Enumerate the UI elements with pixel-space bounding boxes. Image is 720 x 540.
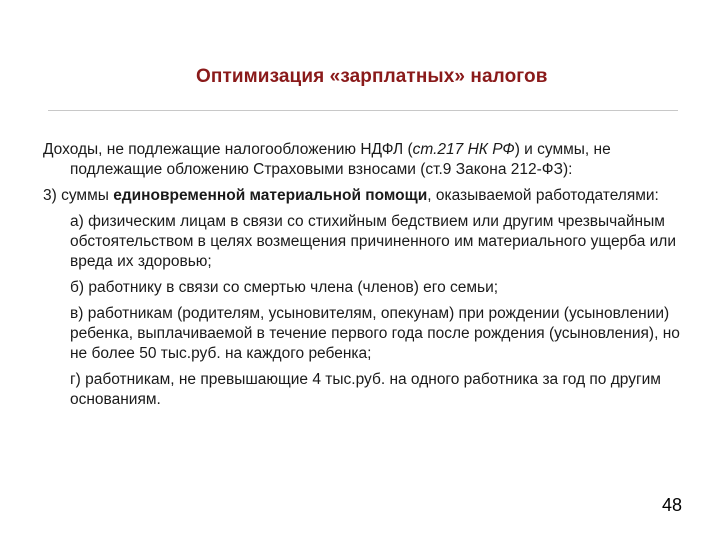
subitem-c: в) работникам (родителям, усыновителям, опекунам) при рождении (усыновлении) ребенка, выплачиваемой в течение первого года после рождения (усыновления), но не более 50 тыс.руб. на каждого ребенка; (70, 305, 680, 362)
point-3-suffix: , оказываемой работодателями: (427, 187, 659, 204)
slide-title: Оптимизация «зарплатных» налогов (196, 66, 548, 87)
subitem-a: а) физическим лицам в связи со стихийным бедствием или другим чрезвычайным обстоятельством в целях возмещения причиненного им материального ущерба или вреда их здоровью; (70, 213, 676, 270)
page-number: 48 (661, 495, 682, 515)
point-3-prefix: 3) суммы (43, 187, 114, 204)
subitem-b: б) работнику в связи со смертью члена (членов) его семьи; (70, 279, 499, 296)
subitem-d: г) работникам, не превышающие 4 тыс.руб. на одного работника за год по другим основаниям. (70, 371, 661, 408)
intro-text-part1: Доходы, не подлежащие налогообложению НДФЛ ( (43, 141, 413, 158)
intro-paragraph (43, 140, 693, 180)
intro-law-reference: ст.217 НК РФ (412, 141, 515, 158)
slide-body (43, 140, 693, 416)
point-3-emphasis: единовременной материальной помощи (113, 187, 428, 204)
point-3-paragraph (43, 186, 693, 206)
intro-text-part2: ) и суммы, не подлежащие обложению Страховыми взносами (ст.9 Закона 212-ФЗ): (70, 141, 611, 178)
title-divider (48, 110, 678, 111)
